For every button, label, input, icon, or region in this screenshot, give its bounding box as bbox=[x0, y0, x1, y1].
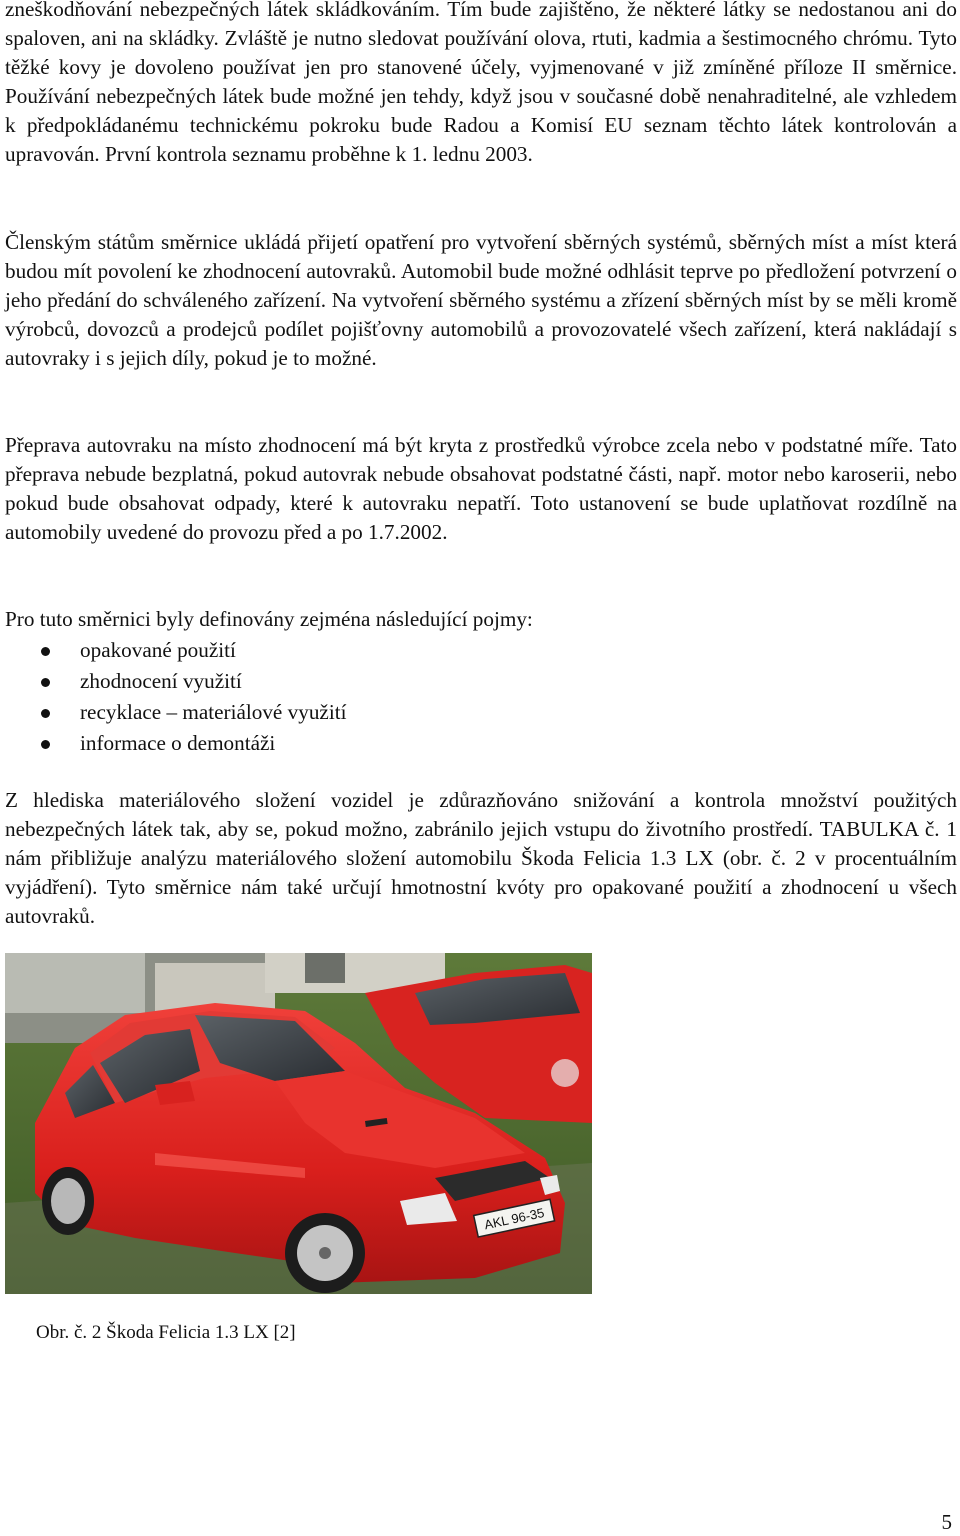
paragraph-transport: Přeprava autovraku na místo zhodnocení má být kryta z prostředků výrobce zcela nebo v podstatné míře. Tato přeprava nebude bezplatná, pokud autovrak nebude obsahovat podstatné části, např. motor nebo karoserii, nebo pokud bude obsahovat odpady, které k autovraku nepatří. Toto ustanovení se bude uplatňovat rozdílně na automobily uvedené do provozu před a po 1.7.2002. bbox=[5, 433, 957, 544]
page-number: 5 bbox=[941, 1510, 952, 1534]
paragraph-hazardous-substances: zneškodňování nebezpečných látek skládkováním. Tím bude zajištěno, že některé látky se nedostanou ani do spaloven, ani na skládky. Zvláště je nutno sledovat používání olova, rtuti, kadmia a šestimocného chrómu. Tyto těžké kovy je dovoleno používat jen pro stanovené účely, vyjmenované v již zmíněné příloze II směrnice. Používání nebezpečných látek bude možné jen tehdy, když jsou v současné době nenahraditelné, ale vzhledem k předpokládanému technickému pokroku bude Radou a Komisí EU seznam těchto látek kontrolován a upravován. První kontrola seznamu proběhne k 1. lednu 2003. bbox=[5, 0, 957, 166]
list-item: zhodnocení využití bbox=[5, 667, 705, 698]
paragraph-material-composition: Z hlediska materiálového složení vozidel je zdůrazňováno snižování a kontrola množství použitých nebezpečných látek tak, aby se, pokud možno, zabránilo jejich vstupu do životního prostředí. TABULKA č. 1 nám přibližuje analýzu materiálového složení automobilu Škoda Felicia 1.3 LX (obr. č. 2 v procentuálním vyjádření). Tyto směrnice nám také určují hmotnostní kvóty pro opakované použití a zhodnocení u všech autovraků. bbox=[5, 788, 957, 928]
bullet-icon bbox=[41, 709, 50, 718]
list-item: informace o demontáži bbox=[5, 729, 705, 760]
list-item: recyklace – materiálové využití bbox=[5, 698, 705, 729]
definitions-list bbox=[5, 636, 705, 760]
paragraph-collection-systems: Členským státům směrnice ukládá přijetí opatření pro vytvoření sběrných systémů, sběrných míst a míst která budou mít povolení ke zhodnocení autovraků. Automobil bude možné odhlásit teprve po předložení potvrzení o jeho předání do schváleného zařízení. Na vytvoření sběrného systému a zřízení sběrných míst by se měli kromě výrobců, dovozců a prodejců podílet pojišťovny automobilů a provozovatelé všech zařízení, která nakládají s autovraky i s jejich díly, pokud je to možné. bbox=[5, 230, 957, 370]
license-plate-text: AKL 96-35 bbox=[482, 1204, 546, 1233]
bullet-icon bbox=[41, 740, 50, 749]
car-photo bbox=[5, 953, 592, 1294]
paragraph-definitions-intro: Pro tuto směrnici byly definovány zejména následující pojmy: bbox=[5, 607, 533, 631]
figure-caption: Obr. č. 2 Škoda Felicia 1.3 LX [2] bbox=[36, 1322, 296, 1343]
bullet-icon bbox=[41, 647, 50, 656]
list-item: opakované použití bbox=[5, 636, 705, 667]
bullet-icon bbox=[41, 678, 50, 687]
